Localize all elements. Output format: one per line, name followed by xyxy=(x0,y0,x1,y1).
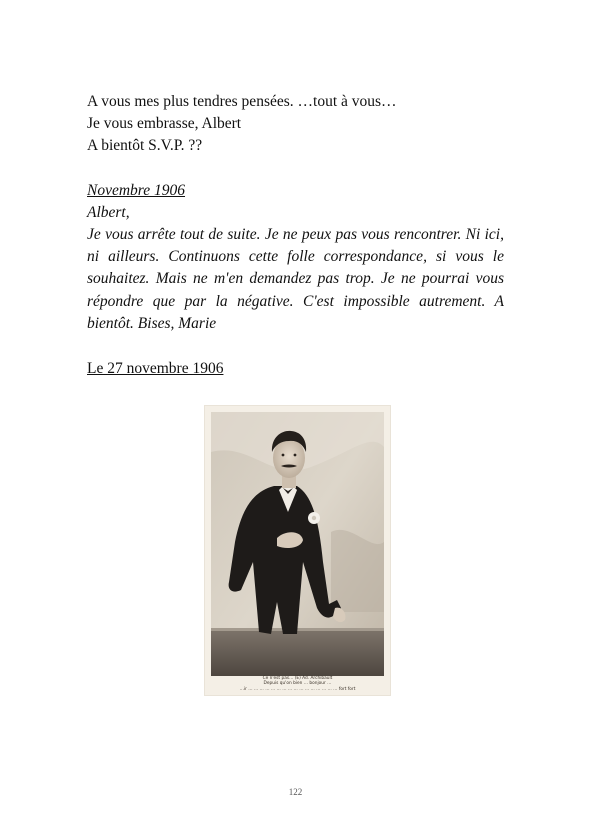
portrait-photo xyxy=(211,412,384,676)
letter-body: Je vous arrête tout de suite. Je ne peux pas vous rencontrer. Ni ici, ni ailleurs. Continuons cette folle correspondance, si vous le souhaitez. Mais ne m'en demandez pas trop. Je ne pourrai vous répondre que par la négative. C'est impossible autrement. A bientôt. Bises, Marie xyxy=(87,226,504,332)
letter-line: A vous mes plus tendres pensées. …tout à vous… xyxy=(87,93,397,110)
letter-line: A bientôt S.V.P. ?? xyxy=(87,137,203,154)
postcard-image xyxy=(205,406,390,695)
caption-line: Depuis qu'on bien … bonjour … xyxy=(263,681,332,687)
letter-line: Je vous embrasse, Albert xyxy=(87,115,242,132)
letter-date: Novembre 1906 xyxy=(87,182,186,199)
letter-salutation: Albert, xyxy=(87,204,130,221)
caption-line: Ce n'est pas… (E) Ad. Archibault xyxy=(262,676,333,681)
page-number: 122 xyxy=(288,787,303,797)
postcard-caption xyxy=(213,676,382,692)
letter-date: Le 27 novembre 1906 xyxy=(87,360,224,377)
caption-line: …ir … … … … … … … … … … … … … … … … fort fort xyxy=(239,686,356,692)
